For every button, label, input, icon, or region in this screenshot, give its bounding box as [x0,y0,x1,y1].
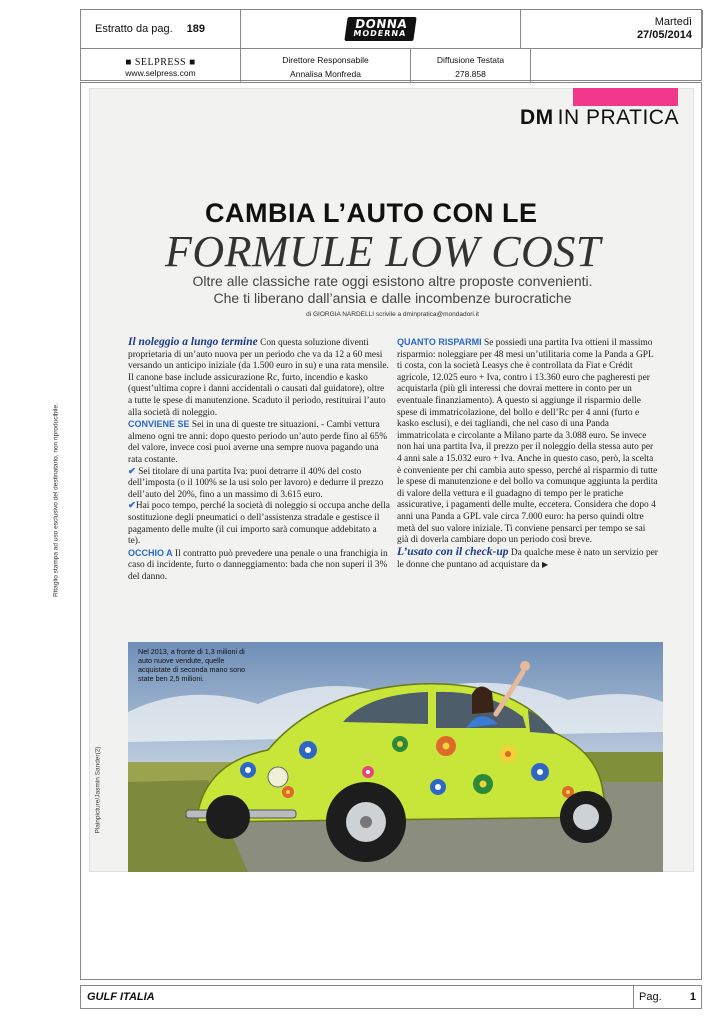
section-accent-bar [573,88,678,106]
paragraph: OCCHIO A Il contratto può prevedere una penale o una franchigia in caso di incidente, furto o danneggiamento: bada che non superi il 3% del danno. [128,547,388,582]
article-column-2 [397,337,659,572]
headline-line-1: CAMBIA L’AUTO CON LE [205,198,538,228]
date-cell [521,10,703,48]
weekday: Martedì [654,16,692,28]
extract-page-number: 189 [186,23,206,35]
paragraph: ✔Hai poco tempo, perché la società di noleggio si occupa anche della sostituzione degli pneumatici o dell’assistenza stradale e gestisce il pagamento delle multe (il cui importo sarà comunque addebitato a te). [128,501,390,547]
director-cell [241,48,411,82]
continue-arrow-icon: ▶ [542,560,549,570]
diffusion-value: 278.858 [455,69,486,79]
section-heading-occhio-a: OCCHIO A [128,547,173,558]
check-icon: ✔ [128,466,136,477]
paragraph: ✔ Sei titolare di una partita Iva: puoi detrarre il 40% del costo dell’imposta (o il 100% se la usi solo per lavoro) e dedurre il prezzo dell’auto del 20%, fino a un massimo di 3.615 euro. [128,466,384,500]
byline: di GIORGIA NARDELLI scrivile a dminpratica@mondadori.it [306,311,479,318]
selpress-url: www.selpress.com [125,68,196,78]
director-name: Annalisa Monfreda [290,69,361,79]
paragraph: CONVIENE SE Sei in una di queste tre situazioni. - Cambi vettura almeno ogni tre anni: dopo questo periodo un’auto perde fino al 65% del valore, invece così puoi averne una sempre nuova pagando una rata costante. [128,419,388,465]
page-number: 1 [689,991,696,1003]
publication-name: GULF ITALIA [87,991,155,1003]
diffusion-cell [411,48,531,82]
paragraph: QUANTO RISPARMI Se possiedi una partita Iva ottieni il massimo risparmio: noleggiare per 48 mesi un’utilitaria come la Panda a GPL ti costa, con la società Leasys che è controllata da Fiat e Crédit agricole, 12.025 euro + Iva, contro i 13.360 euro che pagheresti per acquistarla (più gli interessi che dovrai mettere in conto per un eventuale finanziamento). A questo si aggiunge il risparmio delle spese di immatricolazione, del bollo e dell’Rc per 4 anni (furto e kasko esclusi), e dei tagliandi, che nel caso di una Panda immatricolata e circolante a Milano parte da 3.088 euro. Se invece non hai una partita Iva, il prezzo per il noleggio della stessa auto per 4 anni sale a 15.032 euro + Iva. Anche in questo caso, però, la scelta è conveniente per chi cambia auto spesso, perché al risparmio di tutte le spese di manutenzione e del bollo va comunque aggiunta la perdita di valore della vettura e il guadagno di tempo per le pratiche assicurative, i pagamenti delle multe, eccetera. Considera che dopo 4 anni una Panda a GPL vale circa 7.000 euro: ha perso quindi oltre metà del suo valore iniziale. Ti conviene pensarci per tempo se sai già di doverla cambiare dopo un periodo così breve. [397,337,658,546]
director-label: Direttore Responsabile [282,55,369,65]
section-heading-used-car-checkup: L’usato con il check-up [397,545,509,558]
logo-cell [241,10,521,48]
extract-label: Estratto da pag. [95,23,173,35]
paragraph: Il noleggio a lungo termine Con questa soluzione diventi proprietaria di un’auto nuova per un periodo che va da 12 a 60 mesi versando un anticipo iniziale (da 1.500 euro in su) e una rata mensile. Il canone base include assicurazione Rc, furto, incendio e kasko (quest’ultima copre i danni accidentali o causati dal guidatore), oltre a tutte le spese di manutenzione. Scaduto il periodo, restituirai l’auto alla società di noleggio. [128,336,389,418]
diffusion-label: Diffusione Testata [436,55,505,65]
section-label [520,106,679,130]
extract-page-cell [81,10,241,48]
headline-line-2: FORMULE LOW COST [165,227,601,276]
article-column-1 [128,337,390,583]
section-heading-quanto-risparmi: QUANTO RISPARMI [397,337,482,347]
photo-caption: Nel 2013, a fronte di 1,3 milioni di auto nuove vendute, quelle acquistate di seconda mano sono state ben 2,5 milioni. [138,647,246,683]
donna-moderna-logo: DONNA MODERNA [344,17,416,41]
section-label-bold: DM [520,106,554,129]
page-label: Pag. [639,991,662,1003]
section-heading-conviene-se: CONVIENE SE [128,419,190,430]
issue-date: 27/05/2014 [636,29,692,41]
selpress-cell [81,48,241,82]
page-cell [633,986,702,1008]
clipping-header [80,9,702,81]
subheadline: Oltre alle classiche rate oggi esistono altre proposte convenienti. Che ti liberano dall’ansia e dalle incombenze burocratiche [192,273,593,306]
section-label-rest: IN PRATICA [557,106,679,129]
check-icon: ✔ [128,501,136,512]
section-heading-long-term-rental: Il noleggio a lungo termine [128,336,258,348]
clipping-footer [80,985,702,1009]
paragraph: L’usato con il check-up Da qualche mese è nato un servizio per le donne che puntano ad acquistare da ▶ [397,545,658,571]
selpress-brand: ■ SELPRESS ■ [125,57,196,68]
